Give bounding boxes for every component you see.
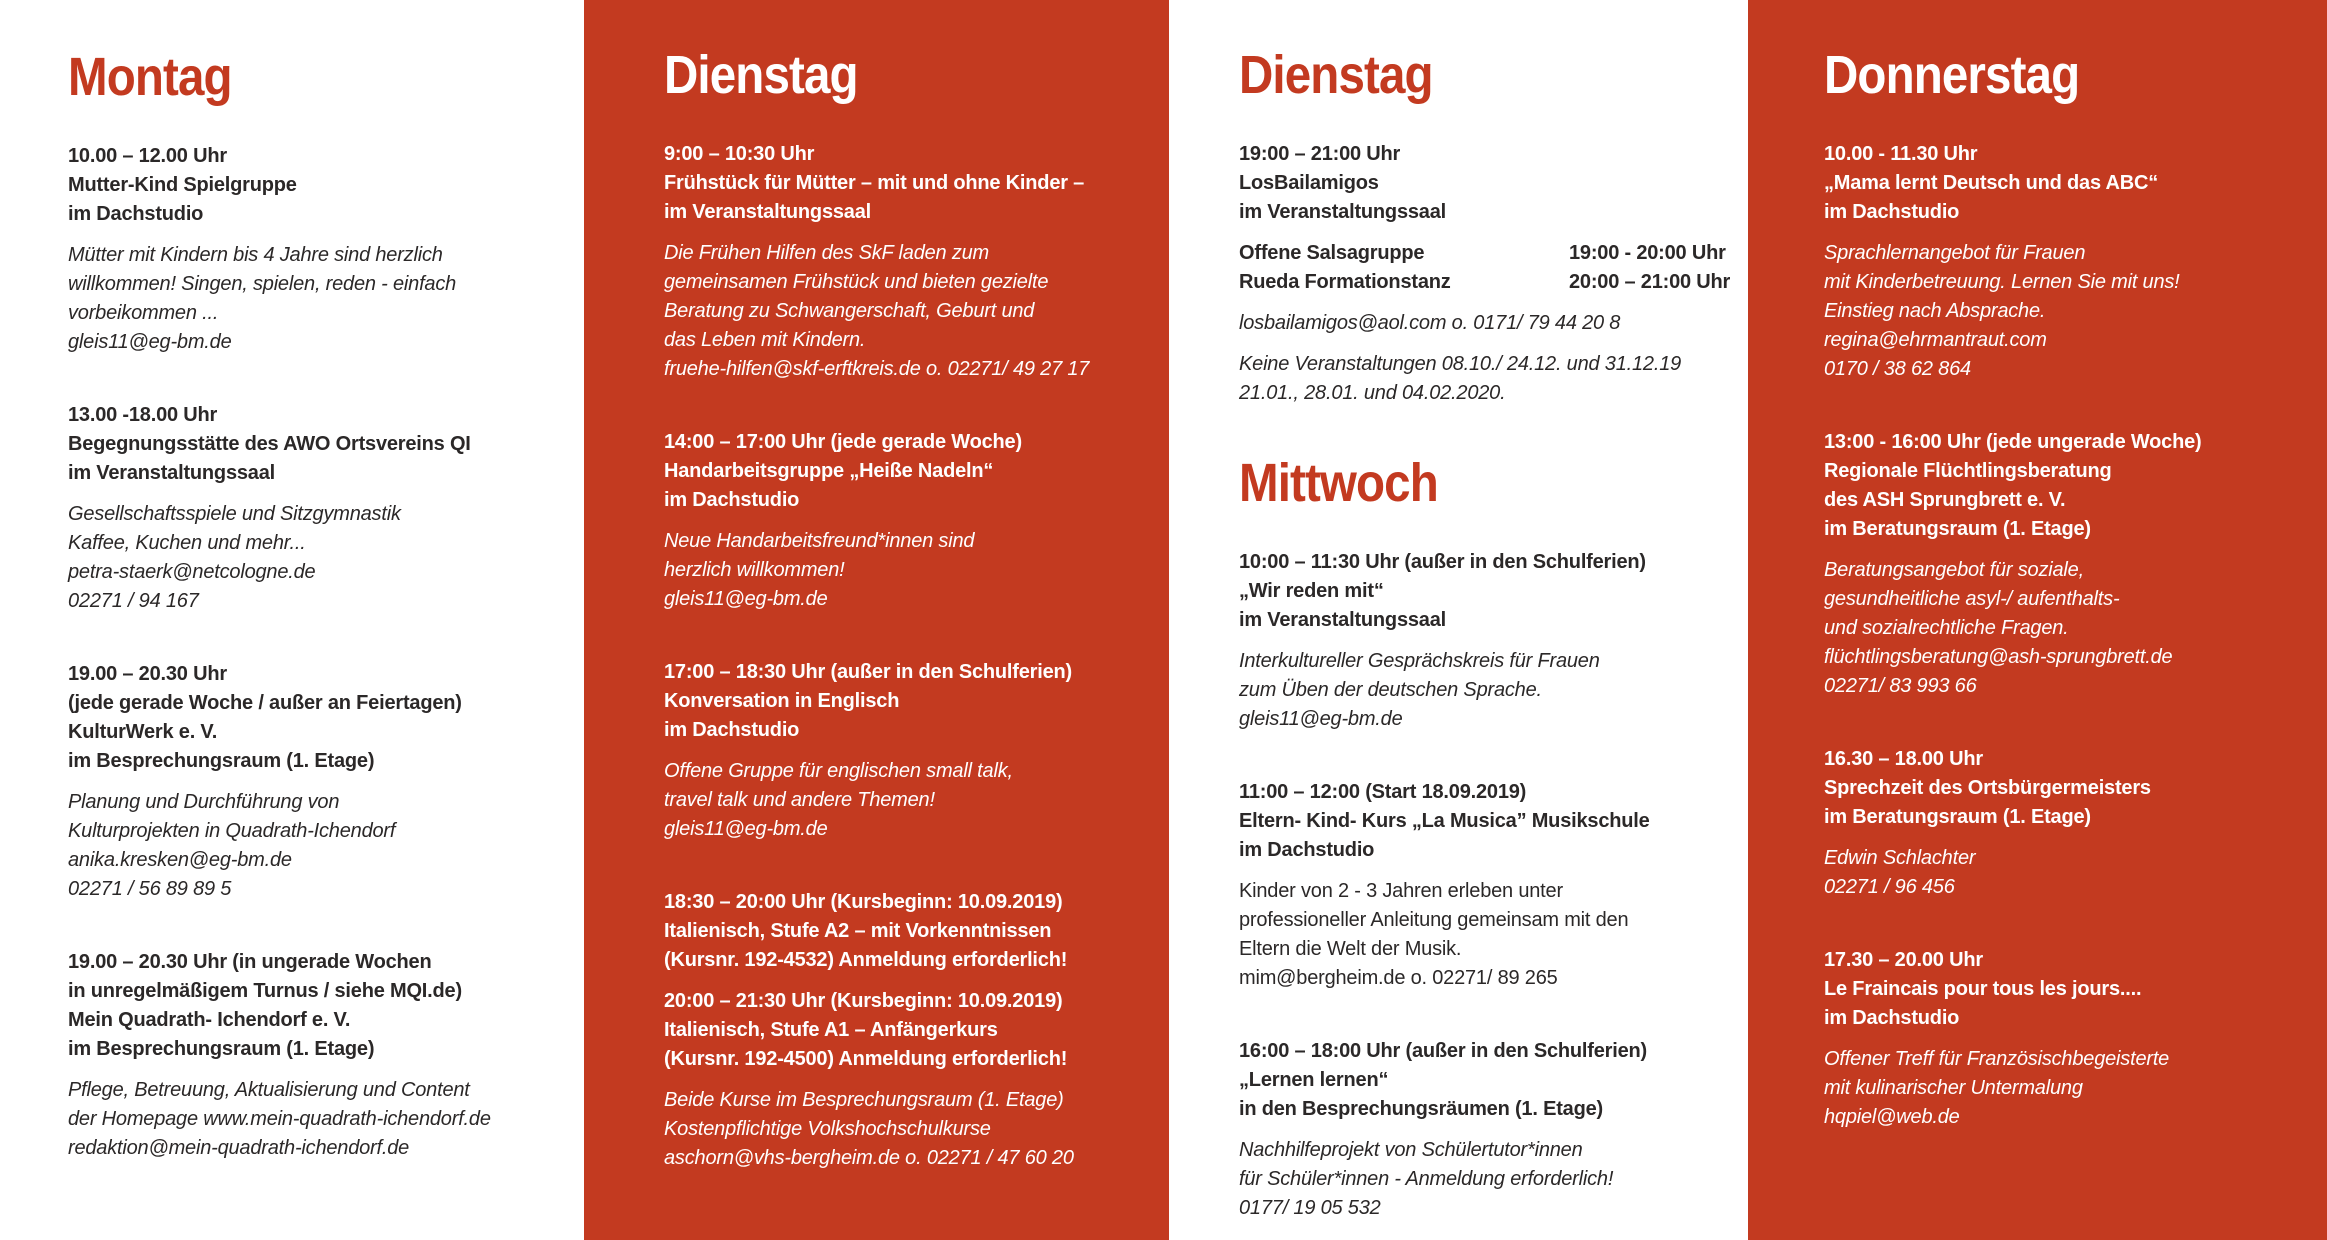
event-time-line: 10.00 - 11.30 Uhr <box>1824 143 1978 165</box>
event-title-line: Frühstück für Mütter – mit und ohne Kinder – <box>664 172 1085 194</box>
event-desc-line: mit kulinarischer Untermalung <box>1824 1077 2083 1099</box>
day-heading-montag: Montag <box>68 47 232 107</box>
schedule-activity: Rueda Formationstanz <box>1239 271 1451 293</box>
day-heading-dienstag: Dienstag <box>664 45 858 105</box>
event-desc-line: 02271 / 94 167 <box>68 590 199 612</box>
event-entry <box>1824 745 2313 902</box>
day-heading-dienstag: Dienstag <box>1239 45 1433 105</box>
event-time-line: 17.30 – 20.00 Uhr <box>1824 949 1983 971</box>
event-time-line: 13.00 -18.00 Uhr <box>68 404 218 426</box>
event-title-line: im Dachstudio <box>68 203 204 225</box>
event-title-line: Konversation in Englisch <box>664 690 900 712</box>
event-title <box>1824 428 2313 544</box>
event-title-line: (Kursnr. 192-4532) Anmeldung erforderlich! <box>664 949 1068 971</box>
sub-schedule <box>1239 239 1734 297</box>
event-time-line: 19.00 – 20.30 Uhr (in ungerade Wochen <box>68 951 432 973</box>
event-desc-line: Kinder von 2 - 3 Jahren erleben unter <box>1239 880 1563 902</box>
event-entry <box>68 948 564 1163</box>
event-time-line: 19:00 – 21:00 Uhr <box>1239 143 1401 165</box>
day-heading-mittwoch: Mittwoch <box>1239 453 1438 513</box>
event-desc-line: zum Üben der deutschen Sprache. <box>1239 679 1542 701</box>
event-title <box>68 401 564 488</box>
event-description <box>1824 844 2313 902</box>
event-desc-line: vorbeikommen ... <box>68 302 219 324</box>
schedule-row <box>1239 268 1734 297</box>
event-desc-line: Eltern die Welt der Musik. <box>1239 938 1462 960</box>
event-title-line: „Wir reden mit“ <box>1239 580 1384 602</box>
event-desc-line: gemeinsamen Frühstück und bieten gezielte <box>664 271 1049 293</box>
event-title-line: Begegnungsstätte des AWO Ortsvereins QI <box>68 433 471 455</box>
event-description <box>1824 239 2313 384</box>
event-time-line: 14:00 – 17:00 Uhr (jede gerade Woche) <box>664 431 1022 453</box>
event-title-line: im Dachstudio <box>664 489 800 511</box>
event-title-line: im Dachstudio <box>664 719 800 741</box>
event-time-line: 10:00 – 11:30 Uhr (außer in den Schulferien) <box>1239 551 1646 573</box>
event-desc-line: Offene Gruppe für englischen small talk, <box>664 760 1013 782</box>
event-desc-line: losbailamigos@aol.com o. 0171/ 79 44 20 8 <box>1239 312 1621 334</box>
event-desc-line: willkommen! Singen, spielen, reden - einfach <box>68 273 457 295</box>
event-title-line: im Besprechungsraum (1. Etage) <box>68 1038 375 1060</box>
event-description <box>1239 309 1734 338</box>
event-description <box>664 1086 1155 1173</box>
event-title <box>664 140 1155 227</box>
event-title-line: Regionale Flüchtlingsberatung <box>1824 460 2112 482</box>
event-title-line: (jede gerade Woche / außer an Feiertagen) <box>68 692 462 714</box>
event-title-line: KulturWerk e. V. <box>68 721 218 743</box>
column-donnerstag <box>1748 0 2327 1240</box>
event-time-line: 16:00 – 18:00 Uhr (außer in den Schulferien) <box>1239 1040 1647 1062</box>
event-desc-line: gleis11@eg-bm.de <box>1239 708 1403 730</box>
event-title <box>68 660 564 776</box>
event-description <box>68 241 564 357</box>
event-description <box>1239 350 1734 408</box>
event-desc-line: Die Frühen Hilfen des SkF laden zum <box>664 242 990 264</box>
event-description <box>68 500 564 616</box>
event-time-line: 10.00 – 12.00 Uhr <box>68 145 227 167</box>
event-entry <box>68 142 564 357</box>
event-title <box>68 142 564 229</box>
event-desc-line: Interkultureller Gesprächskreis für Frauen <box>1239 650 1600 672</box>
schedule-time: 20:00 – 21:00 Uhr <box>1569 271 1731 293</box>
event-desc-line: Einstieg nach Absprache. <box>1824 300 2046 322</box>
event-description <box>68 788 564 904</box>
event-desc-line: mit Kinderbetreuung. Lernen Sie mit uns! <box>1824 271 2180 293</box>
event-desc-line: Offener Treff für Französischbegeisterte <box>1824 1048 2170 1070</box>
event-title-line: im Besprechungsraum (1. Etage) <box>68 750 375 772</box>
event-desc-line: Kaffee, Kuchen und mehr... <box>68 532 306 554</box>
event-desc-line: regina@ehrmantraut.com <box>1824 329 2047 351</box>
event-desc-line: travel talk und andere Themen! <box>664 789 935 811</box>
event-title-line: Le Fraincais pour tous les jours.... <box>1824 978 2142 1000</box>
event-description <box>664 527 1155 614</box>
event-desc-line: 02271/ 83 993 66 <box>1824 675 1977 697</box>
event-description <box>1824 1045 2313 1132</box>
event-time-line: 18:30 – 20:00 Uhr (Kursbeginn: 10.09.2019) <box>664 891 1063 913</box>
event-desc-line: herzlich willkommen! <box>664 559 845 581</box>
event-title-line: Italienisch, Stufe A2 – mit Vorkenntnissen <box>664 920 1052 942</box>
event-entry <box>664 658 1155 844</box>
event-desc-line: für Schüler*innen - Anmeldung erforderlich! <box>1239 1168 1614 1190</box>
event-entry <box>1239 548 1734 734</box>
event-desc-line: Beratung zu Schwangerschaft, Geburt und <box>664 300 1035 322</box>
event-description <box>1239 877 1734 993</box>
event-time-line: 11:00 – 12:00 (Start 18.09.2019) <box>1239 781 1527 803</box>
day-heading-donnerstag: Donnerstag <box>1824 45 2080 105</box>
event-title <box>1239 1037 1734 1124</box>
event-title-line: im Veranstaltungssaal <box>1239 201 1447 223</box>
event-desc-line: redaktion@mein-quadrath-ichendorf.de <box>68 1137 410 1159</box>
event-desc-line: gesundheitliche asyl-/ aufenthalts- <box>1824 588 2120 610</box>
event-desc-line: Beratungsangebot für soziale, <box>1824 559 2084 581</box>
column-montag <box>0 0 584 1240</box>
event-title-line: „Lernen lernen“ <box>1239 1069 1389 1091</box>
event-entry <box>664 888 1155 1173</box>
event-desc-line: Italienisch, Stufe A1 – Anfängerkurs <box>664 1019 998 1041</box>
event-title <box>1239 140 1734 227</box>
event-entry <box>68 660 564 904</box>
event-desc-line: 02271 / 56 89 89 5 <box>68 878 232 900</box>
event-desc-line: Neue Handarbeitsfreund*innen sind <box>664 530 975 552</box>
event-desc-line: mim@bergheim.de o. 02271/ 89 265 <box>1239 967 1558 989</box>
event-title-line: in unregelmäßigem Turnus / siehe MQI.de) <box>68 980 462 1002</box>
event-desc-line: Gesellschaftsspiele und Sitzgymnastik <box>68 503 401 525</box>
event-time-line: 17:00 – 18:30 Uhr (außer in den Schulferien) <box>664 661 1072 683</box>
event-entry <box>1824 428 2313 701</box>
event-entry <box>1824 946 2313 1132</box>
event-desc-line: Pflege, Betreuung, Aktualisierung und Content <box>68 1079 470 1101</box>
event-desc-line: Kostenpflichtige Volkshochschulkurse <box>664 1118 991 1140</box>
event-description <box>1239 1136 1734 1223</box>
event-desc-line: Mütter mit Kindern bis 4 Jahre sind herzlich <box>68 244 443 266</box>
event-desc-line: der Homepage www.mein-quadrath-ichendorf.de <box>68 1108 491 1130</box>
event-time-line: 9:00 – 10:30 Uhr <box>664 143 815 165</box>
event-desc-line: und sozialrechtliche Fragen. <box>1824 617 2069 639</box>
event-desc-line: gleis11@eg-bm.de <box>664 588 828 610</box>
event-desc-line: petra-staerk@netcologne.de <box>68 561 316 583</box>
event-title-line: Handarbeitsgruppe „Heiße Nadeln“ <box>664 460 994 482</box>
event-title-line: LosBailamigos <box>1239 172 1379 194</box>
event-title <box>1239 778 1734 865</box>
event-entry <box>1239 778 1734 993</box>
event-desc-line: Kulturprojekten in Quadrath-Ichendorf <box>68 820 396 842</box>
event-title-line: im Dachstudio <box>1824 1007 1960 1029</box>
event-title-line: im Veranstaltungssaal <box>1239 609 1447 631</box>
schedule-activity: Offene Salsagruppe <box>1239 242 1425 264</box>
event-desc-line: das Leben mit Kindern. <box>664 329 866 351</box>
event-title-line: im Dachstudio <box>1239 839 1375 861</box>
event-desc-line: professioneller Anleitung gemeinsam mit den <box>1239 909 1629 931</box>
event-desc-line: 0170 / 38 62 864 <box>1824 358 1971 380</box>
event-desc-line: 20:00 – 21:30 Uhr (Kursbeginn: 10.09.2019) <box>664 990 1063 1012</box>
schedule-row <box>1239 239 1734 268</box>
event-desc-line: fruehe-hilfen@skf-erftkreis.de o. 02271/ 49 27 17 <box>664 358 1090 380</box>
event-desc-line: Beide Kurse im Besprechungsraum (1. Etage) <box>664 1089 1064 1111</box>
event-description <box>1824 556 2313 701</box>
event-description <box>664 987 1155 1074</box>
event-entry <box>1239 140 1734 408</box>
event-desc-line: Edwin Schlachter <box>1824 847 1976 869</box>
event-title-line: Mein Quadrath- Ichendorf e. V. <box>68 1009 351 1031</box>
event-entry <box>1239 1037 1734 1223</box>
event-title-line: im Dachstudio <box>1824 201 1960 223</box>
event-title <box>664 888 1155 975</box>
column-dienstag-mittwoch <box>1169 0 1748 1240</box>
event-entry <box>664 428 1155 614</box>
event-title <box>1239 548 1734 635</box>
event-desc-line: anika.kresken@eg-bm.de <box>68 849 292 871</box>
event-entry <box>664 140 1155 384</box>
event-desc-line: 21.01., 28.01. und 04.02.2020. <box>1239 382 1506 404</box>
column-dienstag-red <box>584 0 1169 1240</box>
event-time-line: 13:00 - 16:00 Uhr (jede ungerade Woche) <box>1824 431 2202 453</box>
event-title-line: „Mama lernt Deutsch und das ABC“ <box>1824 172 2159 194</box>
event-entry <box>1824 140 2313 384</box>
event-title <box>664 428 1155 515</box>
event-title-line: im Veranstaltungssaal <box>68 462 276 484</box>
event-entry <box>68 401 564 616</box>
event-title-line: des ASH Sprungbrett e. V. <box>1824 489 2066 511</box>
event-title-line: im Veranstaltungssaal <box>664 201 872 223</box>
event-desc-line: gleis11@eg-bm.de <box>68 331 232 353</box>
event-title <box>1824 140 2313 227</box>
event-desc-line: hqpiel@web.de <box>1824 1106 1960 1128</box>
event-title-line: Eltern- Kind- Kurs „La Musica” Musikschule <box>1239 810 1650 832</box>
event-title-line: im Beratungsraum (1. Etage) <box>1824 518 2091 540</box>
event-desc-line: Sprachlernangebot für Frauen <box>1824 242 2086 264</box>
event-desc-line: (Kursnr. 192-4500) Anmeldung erforderlich! <box>664 1048 1068 1070</box>
event-title <box>68 948 564 1064</box>
event-desc-line: Nachhilfeprojekt von Schülertutor*innen <box>1239 1139 1583 1161</box>
event-time-line: 19.00 – 20.30 Uhr <box>68 663 227 685</box>
event-title-line: im Beratungsraum (1. Etage) <box>1824 806 2091 828</box>
event-desc-line: aschorn@vhs-bergheim.de o. 02271 / 47 60 20 <box>664 1147 1074 1169</box>
event-title-line: Sprechzeit des Ortsbürgermeisters <box>1824 777 2151 799</box>
event-description <box>664 239 1155 384</box>
event-title-line: Mutter-Kind Spielgruppe <box>68 174 297 196</box>
event-title <box>664 658 1155 745</box>
event-desc-line: gleis11@eg-bm.de <box>664 818 828 840</box>
event-title <box>1824 946 2313 1033</box>
event-desc-line: Planung und Durchführung von <box>68 791 340 813</box>
event-time-line: 16.30 – 18.00 Uhr <box>1824 748 1983 770</box>
event-description <box>68 1076 564 1163</box>
event-desc-line: flüchtlingsberatung@ash-sprungbrett.de <box>1824 646 2173 668</box>
event-title-line: in den Besprechungsräumen (1. Etage) <box>1239 1098 1603 1120</box>
event-description <box>664 757 1155 844</box>
event-title <box>1824 745 2313 832</box>
event-desc-line: 0177/ 19 05 532 <box>1239 1197 1381 1219</box>
schedule-time: 19:00 - 20:00 Uhr <box>1569 242 1726 264</box>
event-description <box>1239 647 1734 734</box>
event-desc-line: Keine Veranstaltungen 08.10./ 24.12. und 31.12.19 <box>1239 353 1682 375</box>
event-desc-line: 02271 / 96 456 <box>1824 876 1955 898</box>
